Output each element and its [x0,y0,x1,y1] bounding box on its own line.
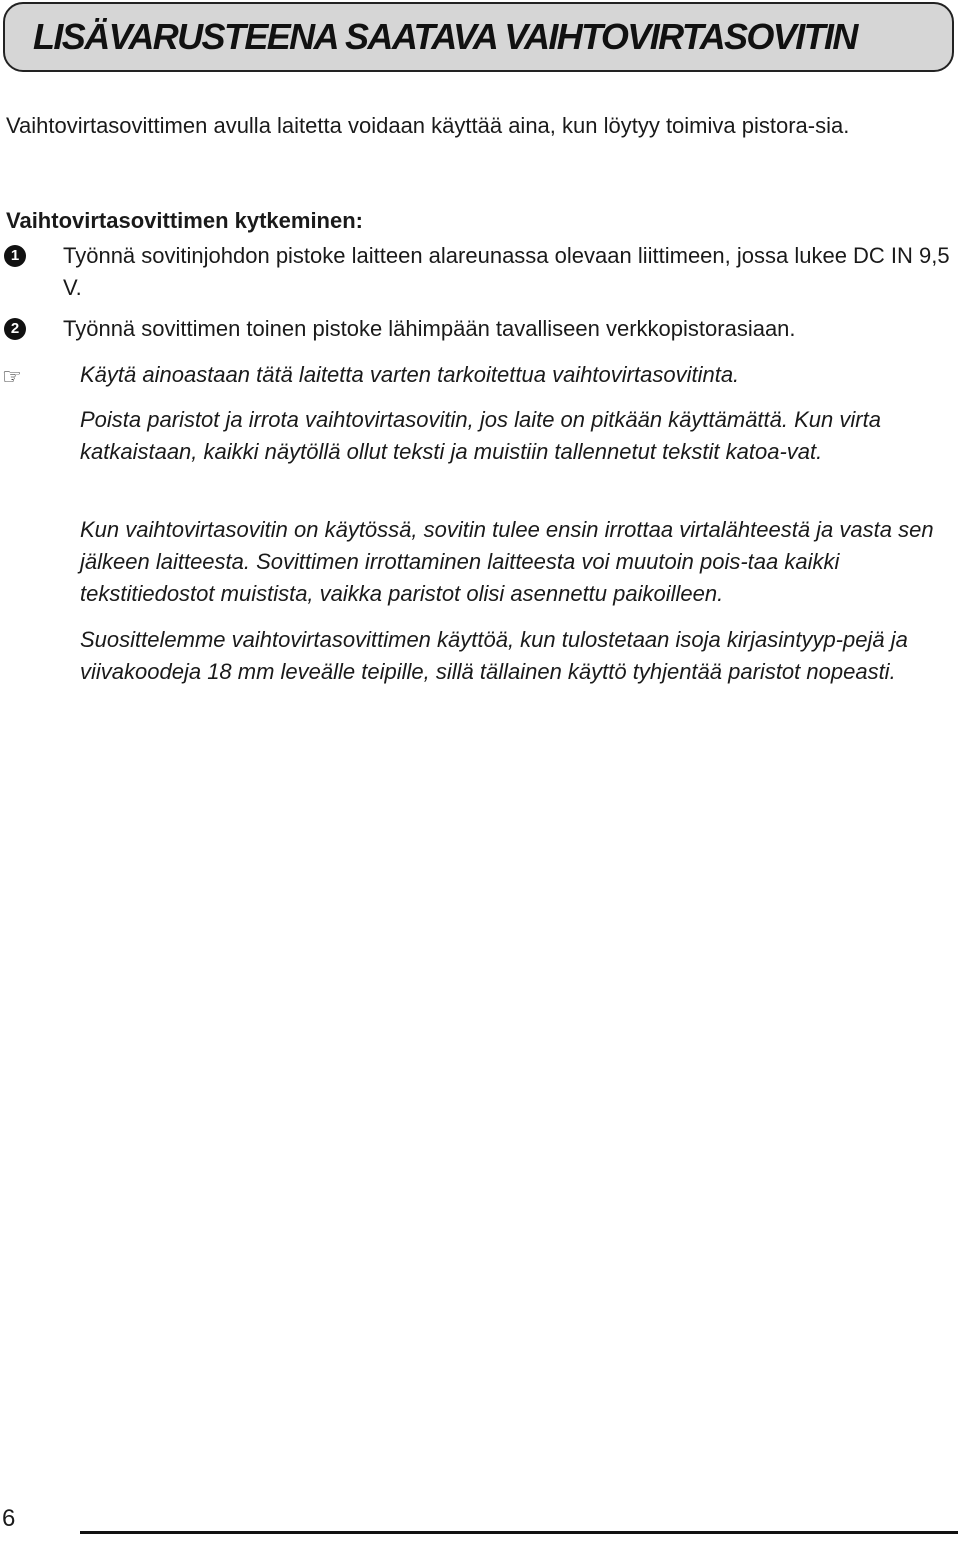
footer-rule [80,1531,958,1534]
pointing-hand-icon: ☞ [2,364,22,389]
note-3: Kun vaihtovirtasovitin on käytössä, sovitin tulee ensin irrottaa virtalähteestä ja vasta sen jälkeen laitteesta. Sovittimen irrottaminen laitteesta voi muutoin pois-taa kaikki tekstitiedostot muistista, vaikka paristot olisi asennettu paikoilleen. [80,517,934,606]
step-1-number: 1 [4,245,26,267]
step-1-text: Työnnä sovitinjohdon pistoke laitteen alareunassa olevaan liittimeen, jossa lukee DC IN 9,5 V. [63,243,950,300]
page-title: LISÄVARUSTEENA SAATAVA VAIHTOVIRTASOVITIN [33,16,857,57]
title-banner [3,2,954,72]
step-2-number: 2 [4,318,26,340]
page-number: 6 [2,1505,16,1532]
intro-paragraph: Vaihtovirtasovittimen avulla laitetta voidaan käyttää aina, kun löytyy toimiva pistora-sia. [6,113,850,138]
step-2-text: Työnnä sovittimen toinen pistoke lähimpään tavalliseen verkkopistorasiaan. [63,316,796,341]
note-2: Poista paristot ja irrota vaihtovirtasovitin, jos laite on pitkään käyttämättä. Kun virta katkaistaan, kaikki näytöllä ollut teksti ja muistiin tallennetut tekstit katoa-vat. [80,407,881,464]
note-4: Suosittelemme vaihtovirtasovittimen käyttöä, kun tulostetaan isoja kirjasintyyp-pejä ja viivakoodeja 18 mm leveälle teipille, sillä tällainen käyttö tyhjentää paristot nopeasti. [80,627,908,684]
connection-heading: Vaihtovirtasovittimen kytkeminen: [6,208,363,233]
note-1: Käytä ainoastaan tätä laitetta varten tarkoitettua vaihtovirtasovitinta. [80,362,740,387]
